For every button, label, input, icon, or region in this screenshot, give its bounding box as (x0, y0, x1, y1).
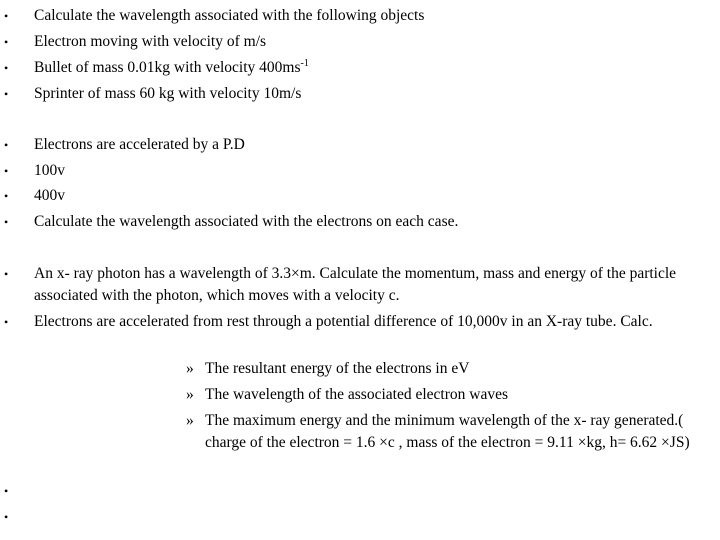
list-item-text: Electron moving with velocity of m/s (34, 33, 267, 50)
bullet-icon: • (4, 315, 9, 329)
chevron-right-icon: » (186, 412, 194, 429)
list-item-text: Electrons are accelerated from rest through a potential difference of 10,000v in an X-ray tube. Calc. (34, 313, 653, 330)
list-item-text: 400v (34, 187, 65, 204)
list-item-text: Electrons are accelerated by a P.D (34, 136, 245, 153)
chevron-right-icon: » (186, 386, 194, 403)
bullet-icon: • (4, 35, 9, 49)
sub-list-item-text: The wavelength of the associated electron waves (205, 386, 508, 403)
bullet-icon: • (4, 484, 9, 498)
list-item-text: Calculate the wavelength associated with the following objects (34, 7, 425, 24)
list-item-text: An x- ray photon has a wavelength of 3.3×m. Calculate the momentum, mass and energy of the particle associated with the photon, which moves with a velocity c. (34, 265, 677, 304)
bullet-icon: • (4, 189, 9, 203)
chevron-right-icon: » (186, 360, 194, 377)
list-item-text: Calculate the wavelength associated with the electrons on each case. (34, 213, 459, 230)
list-item-text (34, 57, 712, 79)
bullet-icon: • (4, 510, 9, 524)
bullet-icon: • (4, 61, 9, 75)
superscript: -1 (300, 58, 309, 69)
bullet-icon: • (4, 215, 9, 229)
sub-list-item-text: The maximum energy and the minimum wavelength of the x- ray generated.( charge of the electron = 1.6 ×c , mass of the electron = 9.11 ×kg, h= 6.62 ×JS) (205, 412, 690, 451)
list-item-text: 100v (34, 162, 65, 179)
list-item-main-text: Bullet of mass 0.01kg with velocity 400ms (34, 59, 301, 76)
bullet-icon: • (4, 9, 9, 23)
bullet-icon: • (4, 164, 9, 178)
bullet-icon: • (4, 138, 9, 152)
bullet-icon: • (4, 87, 9, 101)
list-item-text: Sprinter of mass 60 kg with velocity 10m/s (34, 85, 302, 102)
sub-list-item-text: The resultant energy of the electrons in eV (205, 360, 470, 377)
bullet-icon: • (4, 267, 9, 281)
